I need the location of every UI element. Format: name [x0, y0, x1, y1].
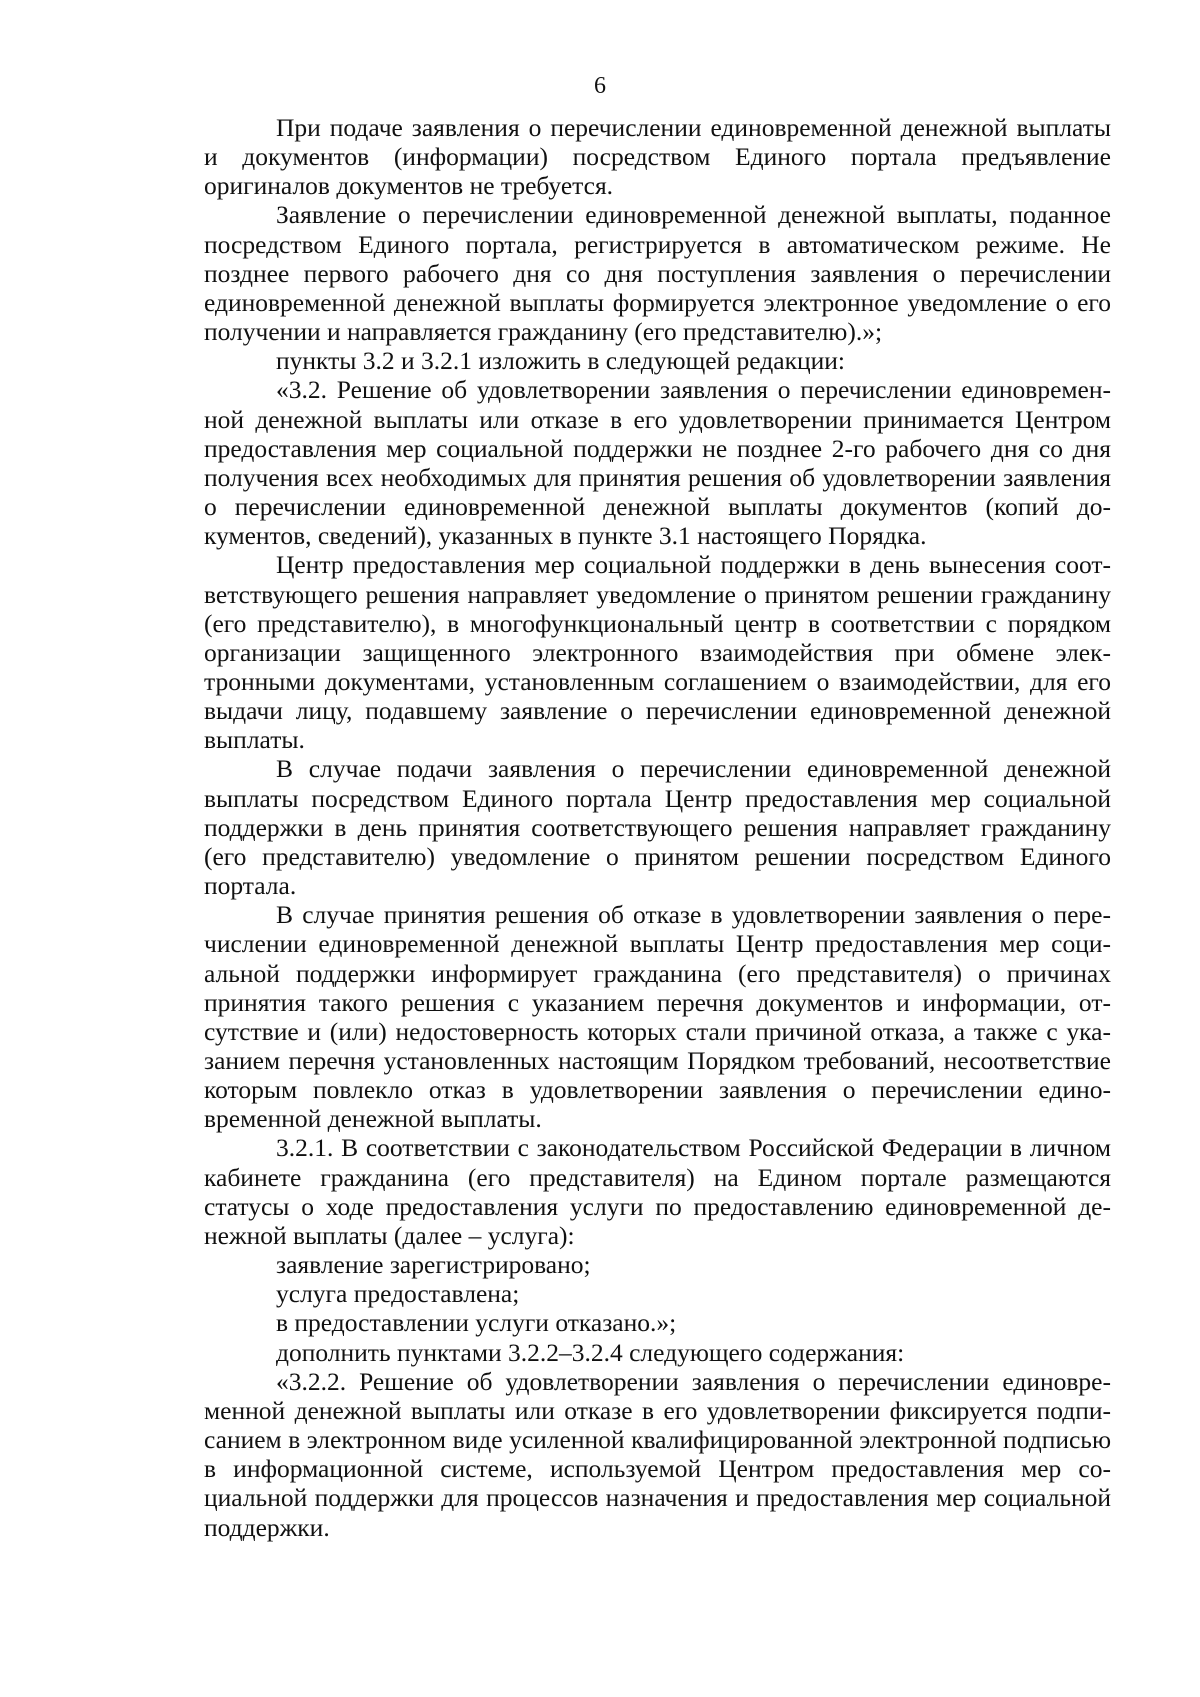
- paragraph: «3.2.2. Решение об удовлетворении заявления о перечислении единовременной денежной выплаты или отказе в его удовлетворении фиксируется подписанием в электронном виде усиленной квалифицированной электронной подписью в информационной системе, используемой Центром предоставления мер социальной поддержки для процессов назначения и предоставления мер социальной поддержки.: [204, 1366, 1111, 1542]
- list-item: услуга предоставлена;: [276, 1279, 520, 1309]
- paragraph: пункты 3.2 и 3.2.1 изложить в следующей редакции:: [276, 346, 845, 376]
- paragraph: Заявление о перечислении единовременной денежной выплаты, поданное посредством Единого портала, регистрируется в автоматическом режиме. Не позднее первого рабочего дня со дня поступления заявления о перечислении единовременной денежной выплаты формируется электронное уведомление о его получении и направляется гражданину (его представителю).»;: [204, 200, 1111, 347]
- paragraph: «3.2. Решение об удовлетворении заявления о перечислении единовременной денежной выплаты или отказе в его удовлетворении принимается Центром предоставления мер социальной поддержки не позднее 2-го рабочего дня со дня получения всех необходимых для принятия решения об удовлетворении заявления о перечислении единовременной денежной выплаты документов (копий документов, сведений), указанных в пункте 3.1 настоящего Порядка.: [204, 375, 1111, 551]
- paragraph: В случае подачи заявления о перечислении единовременной денежной выплаты посредством Единого портала Центр предоставления мер социальной поддержки в день принятия соответствующего решения направляет гражданину (его представителю) уведомление о принятом решении посредством Единого портала.: [204, 754, 1111, 901]
- list-item: в предоставлении услуги отказано.»;: [276, 1308, 677, 1338]
- document-body: [204, 113, 1111, 1542]
- paragraph: 3.2.1. В соответствии с законодательством Российской Федерации в личном кабинете гражданина (его представителя) на Едином портале размещаются статусы о ходе предоставления услуги по предоставлению единовременной денежной выплаты (далее – услуга):: [204, 1133, 1111, 1250]
- paragraph: Центр предоставления мер социальной поддержки в день вынесения соответствующего решения направляет уведомление о принятом решении гражданину (его представителю), в многофункциональный центр в соответствии с порядком организации защищенного электронного взаимодействия при обмене электронными документами, установленным соглашением о взаимодействии, для его выдачи лицу, подавшему заявление о перечислении единовременной денежной выплаты.: [204, 550, 1111, 755]
- list-item: заявление зарегистрировано;: [276, 1250, 591, 1280]
- page-number: 6: [594, 73, 606, 99]
- paragraph: При подаче заявления о перечислении единовременной денежной выплаты и документов (информации) посредством Единого портала предъявление оригиналов документов не требуется.: [204, 113, 1111, 201]
- paragraph: В случае принятия решения об отказе в удовлетворении заявления о перечислении единовременной денежной выплаты Центр предоставления мер социальной поддержки информирует гражданина (его представителя) о причинах принятия такого решения с указанием перечня документов и информации, отсутствие и (или) недостоверность которых стали причиной отказа, а также с указанием перечня установленных настоящим Порядком требований, несоответствие которым повлекло отказ в удовлетворении заявления о перечислении единовременной денежной выплаты.: [204, 900, 1111, 1134]
- paragraph: дополнить пунктами 3.2.2–3.2.4 следующего содержания:: [276, 1337, 905, 1367]
